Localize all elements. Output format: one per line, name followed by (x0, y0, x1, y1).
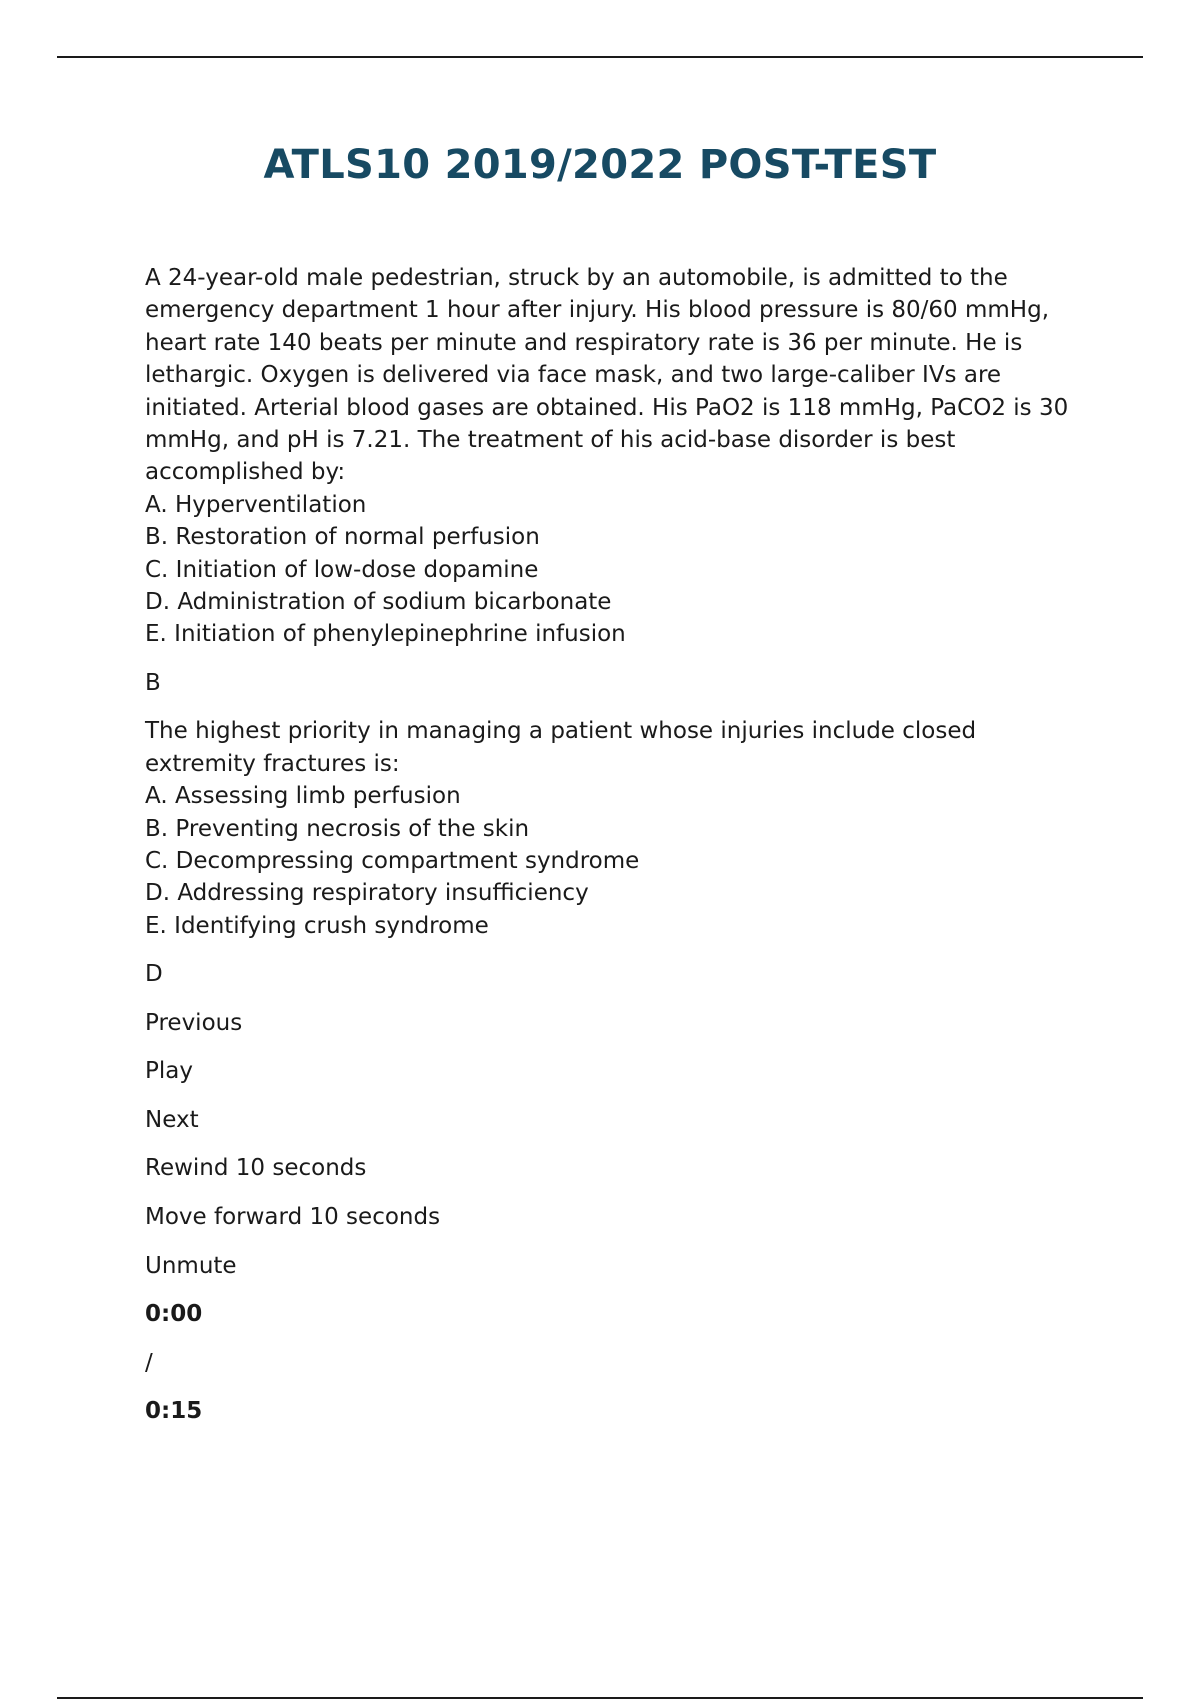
question-2-option-a: A. Assessing limb perfusion (145, 783, 461, 810)
next-button[interactable]: Next (145, 1106, 199, 1133)
previous-button[interactable]: Previous (145, 1009, 243, 1036)
duration: 0:15 (145, 1398, 203, 1425)
current-time: 0:00 (145, 1301, 203, 1328)
question-1-option-d: D. Administration of sodium bicarbonate (145, 589, 612, 616)
question-2-option-d: D. Addressing respiratory insufficiency (145, 880, 589, 907)
question-1-option-a: A. Hyperventilation (145, 491, 367, 518)
question-1-option-c: C. Initiation of low-dose dopamine (145, 556, 539, 583)
top-divider (57, 56, 1143, 58)
question-2-option-c: C. Decompressing compartment syndrome (145, 847, 640, 874)
rewind-button[interactable]: Rewind 10 seconds (145, 1155, 367, 1182)
question-2-answer: D (145, 961, 163, 988)
question-2-option-e: E. Identifying crush syndrome (145, 912, 489, 939)
question-1-option-b: B. Restoration of normal perfusion (145, 524, 540, 551)
forward-button[interactable]: Move forward 10 seconds (145, 1203, 441, 1230)
bottom-divider (57, 1697, 1143, 1699)
play-button[interactable]: Play (145, 1058, 193, 1085)
question-2-option-b: B. Preventing necrosis of the skin (145, 815, 530, 842)
question-1-option-e: E. Initiation of phenylepinephrine infusion (145, 621, 626, 648)
question-1-options (145, 489, 1075, 651)
question-2-text: The highest priority in managing a patient whose injuries include closed extremity fractures is: (145, 718, 977, 777)
document-body (145, 262, 1075, 1444)
media-controls (145, 1007, 1075, 1428)
question-1-answer: B (145, 669, 161, 696)
question-1 (145, 262, 1075, 699)
question-2 (145, 715, 1075, 990)
time-separator: / (145, 1349, 153, 1376)
unmute-button[interactable]: Unmute (145, 1252, 237, 1279)
question-1-text: A 24-year-old male pedestrian, struck by an automobile, is admitted to the emergency department 1 hour after injury. His blood pressure is 80/60 mmHg, heart rate 140 beats per minute and respiratory rate is 36 per minute. He is lethargic. Oxygen is delivered via face mask, and two large-caliber IVs are initiated. Arterial blood gases are obtained. His PaO2 is 118 mmHg, PaCO2 is 30 mmHg, and pH is 7.21. The treatment of his acid-base disorder is best accomplished by: (145, 265, 1069, 486)
question-2-options (145, 780, 1075, 942)
page-title: ATLS10 2019/2022 POST-TEST (263, 142, 937, 188)
